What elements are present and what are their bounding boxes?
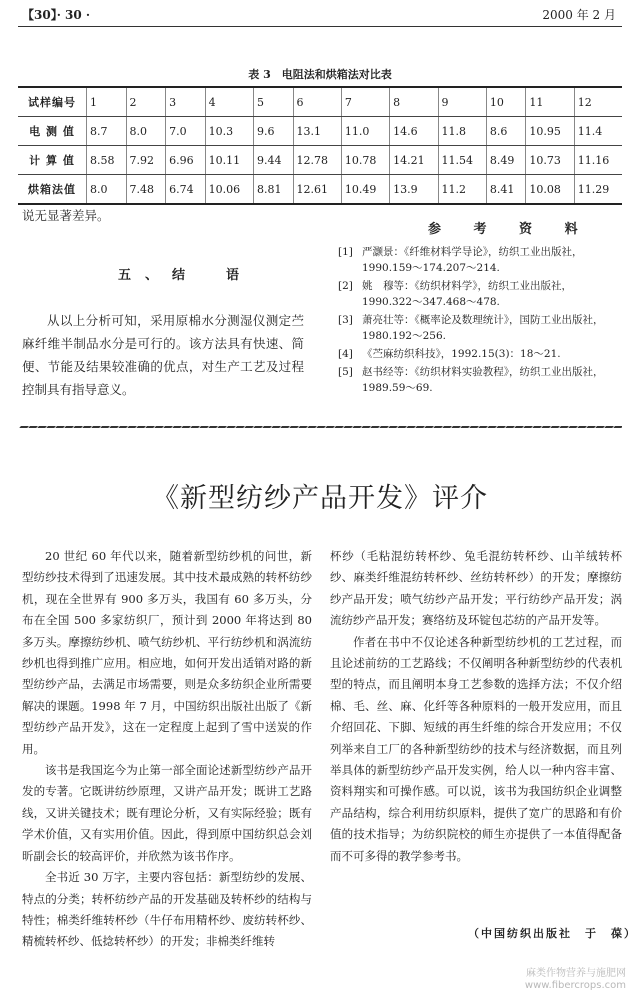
table-header-cell: 3 (166, 87, 206, 117)
body-paragraph: 杯纱（毛粘混纺转杯纱、兔毛混纺转杯纱、山羊绒转杯纱、麻类纤维混纺转杯纱、丝纺转杯纱）的开发；摩擦纺纱产品开发；喷气纺纱产品开发；平行纺纱产品开发；涡流纺纱产品开发；赛络纺及环锭包芯纺的产品开发等。 (330, 549, 622, 628)
reference-item (338, 312, 620, 344)
body-paragraph: 该书是我国迄今为止第一部全面论述新型纺纱产品开发的专著。它既讲纺纱原理，又讲产品开发；既讲工艺路线，又讲关键技术；既有理论分析，又有实际经验；既有学术价值，又有实用价值。因此，得到原中国纺织总会刘昕副会长的较高评价，并欣然为该书作序。 (22, 763, 312, 863)
reference-item (338, 278, 620, 310)
table-cell: 11.29 (574, 175, 622, 205)
table-header-cell: 10 (486, 87, 526, 117)
reference-number: [1] (338, 246, 353, 258)
issue-date: 2000 年 2 月 (542, 8, 616, 22)
watermark (525, 968, 626, 992)
table-cell: 电 测 值 (18, 117, 87, 146)
body-paragraph: 作者在书中不仅论述各种新型纺纱机的工艺过程，而且论述前纺的工艺路线；不仅阐明各种新型纺纱的代表机型的特点，而且阐明本身工艺参数的选择方法；不仅介绍棉、毛、丝、麻、化纤等各种原料的一般开发应用，而且介绍回花、下脚、短绒的再生纤维的综合开发应用；不仅列举来自工厂的各种新型纺纱的技术与经济数据，而且列举具体的新型纺纱产品开发实例，给人以一种内容丰富、资料翔实和可操作感。可以说，该书为我国纺织企业调整产品结构，综合利用纺织原料，提供了宽广的思路和有价值的技术指导；为纺织院校的师生亦提供了一本值得配备而不可多得的教学参考书。 (330, 634, 622, 863)
body-paragraph: 20 世纪 60 年代以来，随着新型纺纱机的问世，新型纺纱技术得到了迅速发展。其中技术最成熟的转杯纺纱机，现在全世界有 900 多万头，我国有 60 多万头，分布在全国 500 多家纺织厂，预计到 2000 年将达到 80 多万头。摩擦纺纱机、喷气纺纱机、平行纺纱机和涡流纺纱机也得到推广应用。相应地，如何开发出适销对路的新型纺纱产品，去满足市场需要，则是众多纺织企业所需要解决的课题。1998 年 7 月，中国纺织出版社出版了《新型纺纱产品开发》，这在一定程度上起到了雪中送炭的作用。 (22, 549, 312, 756)
reference-text: 《苎麻纺织科技》，1992.15(3)：18～21. (362, 348, 561, 360)
table-cell: 8.49 (486, 146, 526, 175)
reference-text: 萧亮壮等：《概率论及数理统计》，国防工业出版社，1980.192～256. (362, 314, 604, 342)
table-cell: 10.95 (526, 117, 574, 146)
review-right-column (330, 546, 622, 867)
table-cell: 8.0 (126, 117, 166, 146)
table-cell: 6.74 (166, 175, 206, 205)
table-cell: 计 算 值 (18, 146, 87, 175)
table-cell: 8.7 (87, 117, 127, 146)
review-left-column (22, 546, 312, 953)
table-row (18, 117, 622, 146)
reference-number: [2] (338, 280, 353, 292)
reference-text: 姚 穆等：《纺织材料学》，纺织工业出版社，1990.322～347.468～478. (362, 280, 572, 308)
table-cell: 12.61 (293, 175, 341, 205)
header-rule (18, 26, 622, 27)
reference-number: [4] (338, 348, 353, 360)
table-header-cell: 5 (253, 87, 293, 117)
table-cell: 14.21 (390, 146, 438, 175)
table-cell: 6.96 (166, 146, 206, 175)
table-cell: 13.1 (293, 117, 341, 146)
table-cell: 10.49 (341, 175, 389, 205)
table-cell: 11.8 (438, 117, 486, 146)
table-cell: 7.48 (126, 175, 166, 205)
reference-text: 赵书经等：《纺织材料实验教程》，纺织工业出版社，1989.59～69. (362, 366, 604, 394)
reference-number: [3] (338, 314, 353, 326)
table-row (18, 146, 622, 175)
table-cell: 10.06 (205, 175, 253, 205)
watermark-line: 麻类作物营养与施肥网 (526, 968, 626, 979)
table-cell: 7.92 (126, 146, 166, 175)
table-header-cell: 2 (126, 87, 166, 117)
table-cell: 7.0 (166, 117, 206, 146)
table-header-cell: 11 (526, 87, 574, 117)
table-cell: 8.6 (486, 117, 526, 146)
table-title: 表 3 电阻法和烘箱法对比表 (248, 68, 392, 81)
reference-list (338, 244, 620, 398)
table-cell: 11.16 (574, 146, 622, 175)
table-cell: 11.2 (438, 175, 486, 205)
table-header-cell: 1 (87, 87, 127, 117)
table-row (18, 175, 622, 205)
table-cell: 10.08 (526, 175, 574, 205)
table-header-cell: 8 (390, 87, 438, 117)
table-cell: 烘箱法值 (18, 175, 87, 205)
table-cell: 8.58 (87, 146, 127, 175)
conclusion-paragraph: 从以上分析可知，采用原棉水分测湿仪测定苎麻纤维半制品水分是可行的。该方法具有快速、简便、节能及结果较准确的优点，对生产工艺及过程控制具有指导意义。 (22, 312, 304, 397)
decorative-divider (18, 418, 622, 428)
table-cell: 12.78 (293, 146, 341, 175)
table-header-cell: 9 (438, 87, 486, 117)
page-number: 【30】· 30 · (22, 8, 91, 22)
review-signature: （中国纺织出版社 于 葆） (468, 927, 637, 940)
reference-number: [5] (338, 366, 353, 378)
table-cell: 13.9 (390, 175, 438, 205)
conclusion-heading: 五、结 语 (118, 268, 254, 283)
table-cell: 8.81 (253, 175, 293, 205)
table-header-cell: 试样编号 (18, 87, 87, 117)
reference-item (338, 244, 620, 276)
table-header-cell: 4 (205, 87, 253, 117)
table-cell: 14.6 (390, 117, 438, 146)
table-header-cell: 12 (574, 87, 622, 117)
table-cell: 10.73 (526, 146, 574, 175)
references-heading: 参 考 资 料 (428, 222, 592, 237)
table-header-row (18, 87, 622, 117)
reference-item (338, 346, 620, 362)
table-cell: 11.0 (341, 117, 389, 146)
table-cell: 10.3 (205, 117, 253, 146)
previous-article-tail: 说无显著差异。 (22, 208, 110, 223)
table-cell: 11.4 (574, 117, 622, 146)
comparison-table (18, 86, 622, 205)
body-paragraph: 全书近 30 万字，主要内容包括：新型纺纱的发展、特点的分类；转杯纺纱产品的开发基础及转杯纱的结构与特性；棉类纤维转杯纱（牛仔布用精杯纱、废纺转杯纱、精梳转杯纱、低捻转杯纱）的开发；非棉类纤维转 (22, 870, 312, 949)
table-cell: 10.78 (341, 146, 389, 175)
table-cell: 11.54 (438, 146, 486, 175)
table-cell: 9.6 (253, 117, 293, 146)
table-header-cell: 6 (293, 87, 341, 117)
reference-item (338, 364, 620, 396)
table-cell: 9.44 (253, 146, 293, 175)
reference-text: 严灏景：《纤维材料学导论》，纺织工业出版社，1990.159～174.207～214. (362, 246, 583, 274)
table-cell: 8.0 (87, 175, 127, 205)
table-cell: 8.41 (486, 175, 526, 205)
table-cell: 10.11 (205, 146, 253, 175)
watermark-line: www.fibercrops.com (524, 980, 626, 991)
table-header-cell: 7 (341, 87, 389, 117)
review-title: 《新型纺纱产品开发》评介 (152, 483, 488, 514)
